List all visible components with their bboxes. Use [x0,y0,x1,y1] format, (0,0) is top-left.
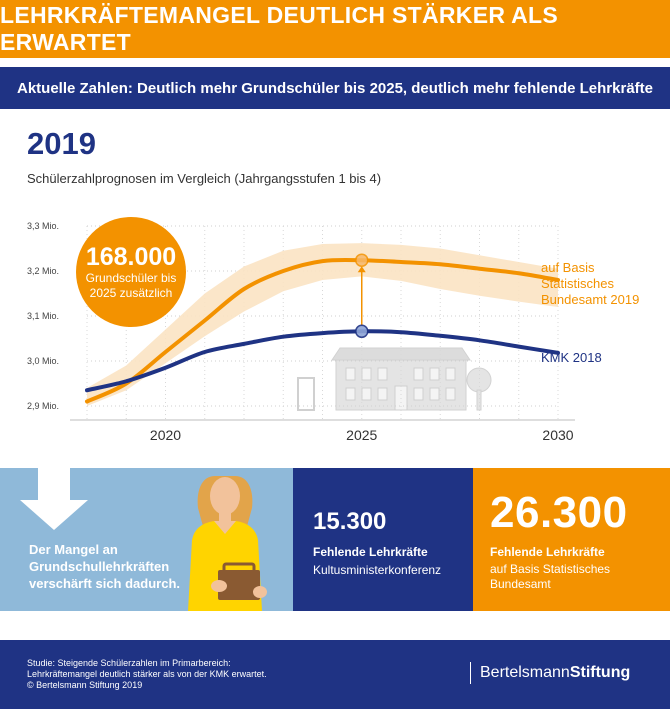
y-tick-label: 3,0 Mio. [27,356,60,366]
page-subtitle: Aktuelle Zahlen: Deutlich mehr Grundschüler bis 2025, deutlich mehr fehlende Lehrkräfte [17,79,653,97]
y-tick-label: 3,1 Mio. [27,311,60,321]
footer-line: © Bertelsmann Stiftung 2019 [27,680,143,690]
kmk-shortage-value: 15.300 [313,508,387,535]
x-tick-label: 2030 [542,427,574,443]
legend-destatis-line: Bundesamt 2019 [541,292,640,307]
difference-bubble [76,217,186,327]
destatis-shortage-label: Fehlende Lehrkräfte [490,545,605,559]
shortage-text [29,541,209,592]
footer-line: Lehrkräftemangel deutlich stärker als von der KMK erwartet. [27,669,267,679]
footer-line: Studie: Steigende Schülerzahlen im Primarbereich: [27,658,231,668]
kmk-shortage-label: Fehlende Lehrkräfte [313,545,428,559]
kmk-shortage-source: Kultusministerkonferenz [313,563,442,577]
school-illustration [298,348,491,410]
logo-bold: Stiftung [569,664,631,681]
y-tick-label: 3,2 Mio. [27,266,60,276]
arrow-down-icon [20,468,88,530]
legend-destatis-line: auf Basis [541,260,595,275]
shortage-text-line: Der Mangel an [29,542,118,557]
top-banner [0,0,670,58]
shortage-text-line: Grundschullehrkräften [29,559,170,574]
forecast-chart [0,210,670,460]
destatis-shortage-value: 26.300 [490,488,628,537]
footer-credits [27,658,327,691]
sub-banner [0,67,670,109]
x-axis [150,427,574,443]
bubble-text-line: Grundschüler bis [85,271,177,285]
destatis-2025-marker [356,254,368,266]
y-tick-label: 2,9 Mio. [27,401,60,411]
shortage-text-line: verschärft sich dadurch. [29,576,180,591]
page-title: LEHRKRÄFTEMANGEL DEUTLICH STÄRKER ALS ERWARTET [0,2,558,55]
bertelsmann-logo [470,662,630,684]
y-tick-label: 3,3 Mio. [27,221,60,231]
bubble-text-line: 2025 zusätzlich [89,286,173,300]
kmk-panel [293,468,473,611]
bubble-value: 168.000 [85,243,177,271]
x-tick-label: 2020 [149,427,182,443]
chart-title: Schülerzahlprognosen im Vergleich (Jahrgangsstufen 1 bis 4) [27,171,382,186]
year-label: 2019 [27,126,96,161]
legend-destatis-line: Statistisches [541,276,614,291]
legend-kmk: KMK 2018 [541,350,602,365]
y-axis [27,221,59,411]
x-tick-label: 2025 [346,427,378,443]
logo-regular: Bertelsmann [480,664,570,681]
destatis-shortage-source: auf Basis Statistisches Bundesamt [490,562,611,591]
kmk-2025-marker [356,325,368,337]
